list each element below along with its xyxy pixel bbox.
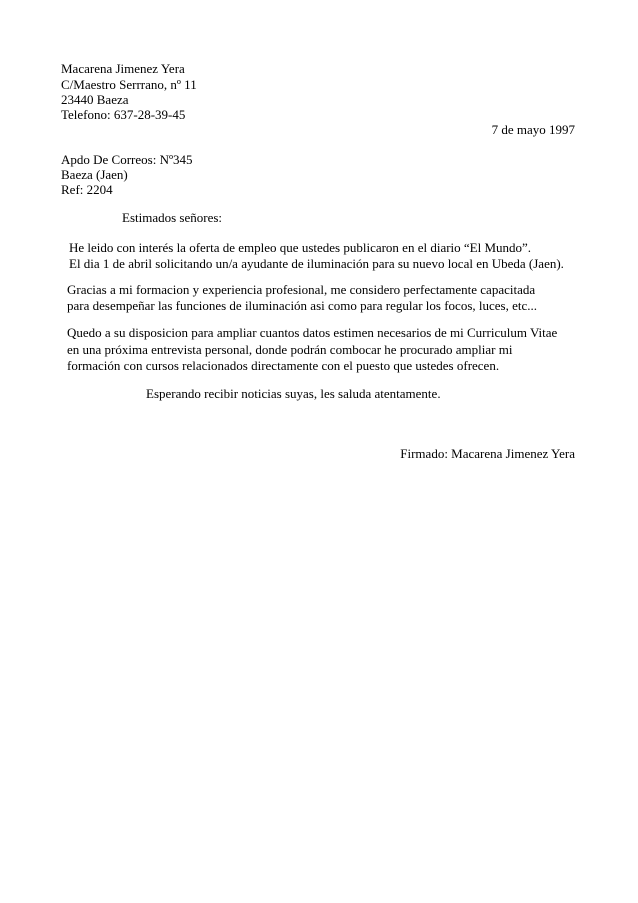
- letter-date: 7 de mayo 1997: [491, 122, 575, 137]
- sender-address: C/Maestro Serrrano, nº 11: [61, 77, 197, 92]
- recipient-city: Baeza (Jaen): [61, 167, 128, 182]
- paragraph-line: Gracias a mi formacion y experiencia profesional, me considero perfectamente capacitada: [67, 282, 536, 297]
- sender-name: Macarena Jimenez Yera: [61, 61, 185, 76]
- recipient-box: Apdo De Correos: Nº345: [61, 152, 193, 167]
- paragraph-line: He leido con interés la oferta de empleo que ustedes publicaron en el diario “El Mundo”.: [69, 240, 532, 255]
- recipient-ref: Ref: 2204: [61, 182, 113, 197]
- paragraph-line: El dia 1 de abril solicitando un/a ayudante de iluminación para su nuevo local en Ubeda (Jaen).: [69, 256, 564, 271]
- sender-phone: Telefono: 637-28-39-45: [61, 107, 186, 122]
- sender-city: 23440 Baeza: [61, 92, 129, 107]
- closing-line: Esperando recibir noticias suyas, les saluda atentamente.: [146, 386, 441, 401]
- greeting: Estimados señores:: [122, 210, 223, 225]
- paragraph-line: formación con cursos relacionados directamente con el puesto que ustedes ofrecen.: [67, 358, 500, 373]
- paragraph-line: Quedo a su disposicion para ampliar cuantos datos estimen necesarios de mi Curriculum Vitae: [67, 325, 558, 340]
- paragraph-line: en una próxima entrevista personal, donde podrán combocar he procurado ampliar mi: [67, 342, 513, 357]
- paragraph-line: para desempeñar las funciones de iluminación asi como para regular los focos, luces, etc...: [67, 298, 537, 313]
- signature: Firmado: Macarena Jimenez Yera: [400, 446, 575, 461]
